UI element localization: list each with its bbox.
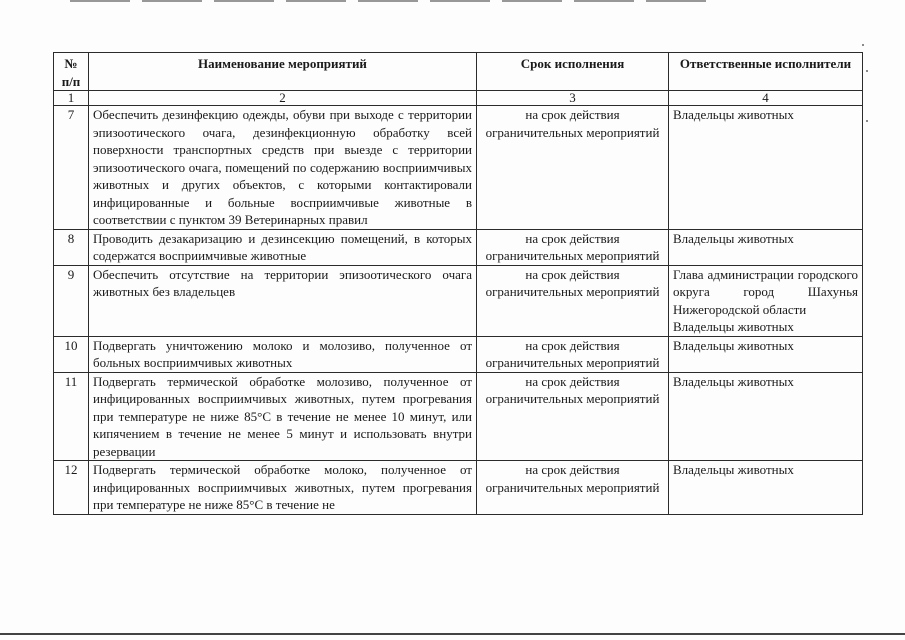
- deadline: на срок действия ограничительных мероприятий: [477, 372, 669, 461]
- scan-speck: [866, 70, 868, 72]
- row-number: 12: [54, 461, 89, 515]
- responsible: Владельцы животных: [669, 461, 863, 515]
- table-header-row: [54, 53, 863, 91]
- header-measure-name: Наименование мероприятий: [89, 53, 477, 91]
- header-deadline: Срок исполнения: [477, 53, 669, 91]
- responsible: Владельцы животных: [669, 372, 863, 461]
- scan-speck: [866, 120, 868, 122]
- header-number: № п/п: [54, 53, 89, 91]
- row-number: 7: [54, 106, 89, 230]
- measure-name: Подвергать термической обработке молозиво, полученное от инфицированных восприимчивых животных, путем прогревания при температуре не ниже 85°С в течение не менее 10 минут, или кипячением в течение не менее 5 минут и использовать внутри резервации: [89, 372, 477, 461]
- row-number: 10: [54, 336, 89, 372]
- column-number: 4: [669, 91, 863, 106]
- measures-table: [53, 52, 863, 515]
- row-number: 8: [54, 229, 89, 265]
- responsible-administration: Глава администрации городского округа город Шахунья Нижегородской области: [673, 266, 858, 317]
- responsible-owners: Владельцы животных: [673, 319, 794, 334]
- deadline: на срок действия ограничительных мероприятий: [477, 461, 669, 515]
- table-row: [54, 106, 863, 230]
- table-row: [54, 461, 863, 515]
- row-number: 11: [54, 372, 89, 461]
- measure-name: Обеспечить дезинфекцию одежды, обуви при выходе с территории эпизоотического очага, дезинфекционную обработку всей поверхности транспортных средств при выезде с территории эпизоотического очага, помещений по содержанию восприимчивых животных и других объектов, с которыми контактировали инфицированные и больные восприимчивые животные в соответствии с пунктом 39 Ветеринарных правил: [89, 106, 477, 230]
- responsible: Владельцы животных: [669, 229, 863, 265]
- responsible: [669, 265, 863, 336]
- deadline: на срок действия ограничительных мероприятий: [477, 229, 669, 265]
- header-responsible: Ответственные исполнители: [669, 53, 863, 91]
- column-number: 3: [477, 91, 669, 106]
- column-number-row: [54, 91, 863, 106]
- measure-name: Обеспечить отсутствие на территории эпизоотического очага животных без владельцев: [89, 265, 477, 336]
- table-row: [54, 336, 863, 372]
- deadline: на срок действия ограничительных мероприятий: [477, 265, 669, 336]
- table-row: [54, 229, 863, 265]
- scan-speck: [862, 44, 864, 46]
- responsible: Владельцы животных: [669, 106, 863, 230]
- measure-name: Проводить дезакаризацию и дезинсекцию помещений, в которых содержатся восприимчивые животные: [89, 229, 477, 265]
- column-number: 2: [89, 91, 477, 106]
- measure-name: Подвергать термической обработке молоко, полученное от инфицированных восприимчивых животных, путем прогревания при температуре не ниже 85°С в течение не: [89, 461, 477, 515]
- deadline: на срок действия ограничительных мероприятий: [477, 106, 669, 230]
- row-number: 9: [54, 265, 89, 336]
- measure-name: Подвергать уничтожению молоко и молозиво, полученное от больных восприимчивых животных: [89, 336, 477, 372]
- responsible: Владельцы животных: [669, 336, 863, 372]
- scan-edge-bottom: [0, 633, 905, 635]
- deadline: на срок действия ограничительных мероприятий: [477, 336, 669, 372]
- table-row: [54, 265, 863, 336]
- table-row: [54, 372, 863, 461]
- scan-edge-top: [70, 0, 710, 2]
- column-number: 1: [54, 91, 89, 106]
